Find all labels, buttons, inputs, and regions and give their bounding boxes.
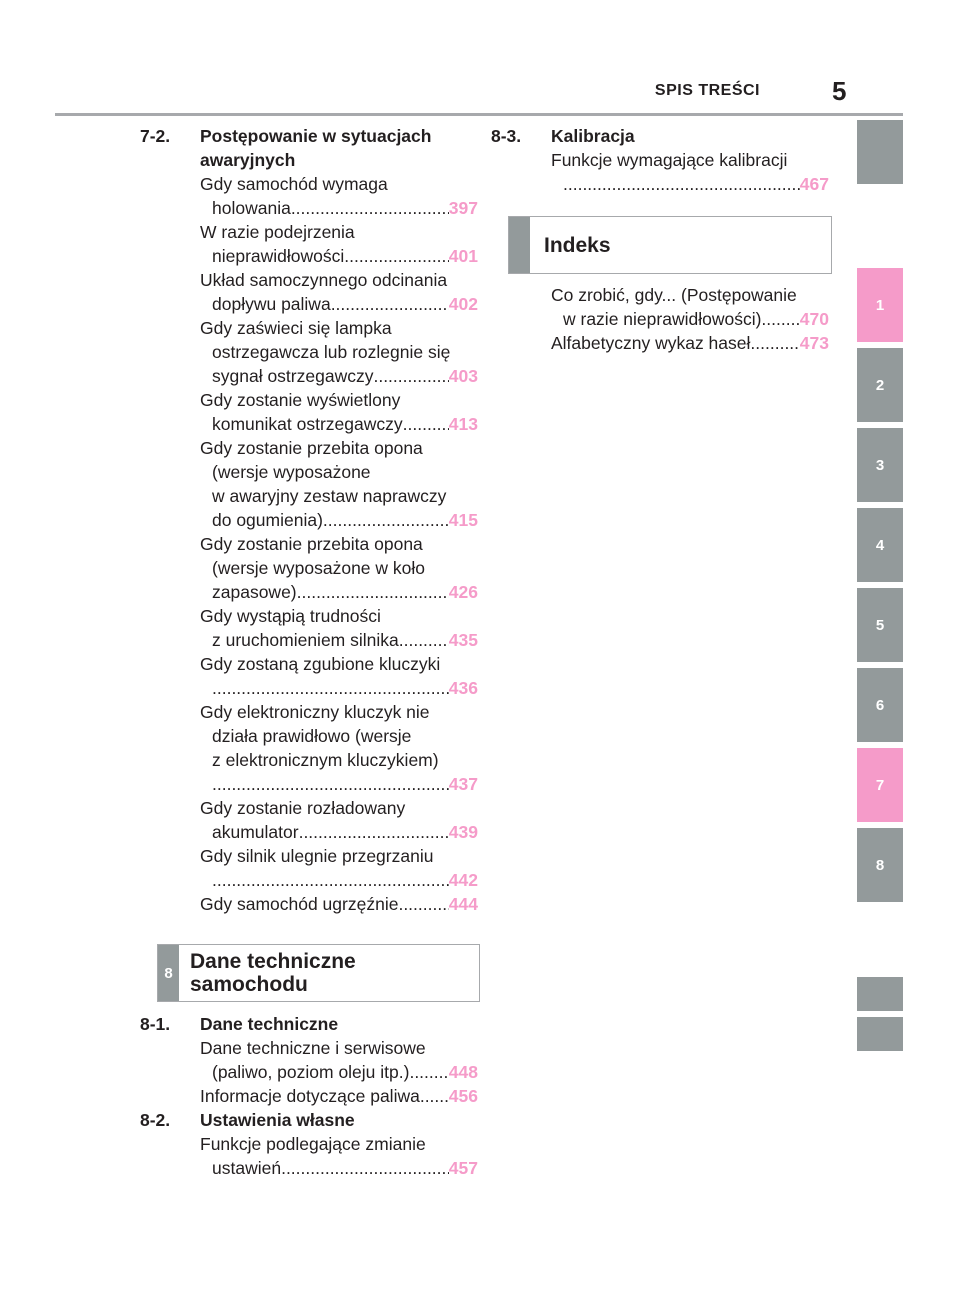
page-ref[interactable]: 470 [799, 309, 829, 329]
page-number: 5 [832, 76, 847, 106]
leader-dots [563, 172, 800, 196]
leader-dots [399, 628, 449, 652]
entry-text: ostrzegawcza lub rozlegnie się [212, 342, 451, 362]
toc-entry[interactable] [200, 796, 478, 844]
page-ref[interactable]: 426 [448, 582, 478, 602]
index-box[interactable] [508, 216, 832, 274]
page-ref[interactable]: 401 [448, 246, 478, 266]
leader-dots [420, 1084, 449, 1108]
chapter-title-line: samochodu [190, 973, 308, 996]
toc-entry[interactable] [200, 172, 478, 220]
entry-text: Gdy zostaną zgubione kluczyki [200, 654, 441, 674]
entry-text: holowania [212, 198, 291, 218]
entry-text: Gdy zaświeci się lampka [200, 318, 392, 338]
page-ref[interactable]: 403 [448, 366, 478, 386]
entry-text: Gdy elektroniczny kluczyk nie [200, 702, 430, 722]
leader-dots [750, 331, 799, 355]
leader-dots [403, 412, 449, 436]
page-ref[interactable]: 473 [799, 333, 829, 353]
entry-text: w razie nieprawidłowości) [563, 309, 762, 329]
entry-text: (wersje wyposażone w koło [212, 558, 426, 578]
entry-text: działa prawidłowo (wersje [212, 726, 412, 746]
entry-text: nieprawidłowości [212, 246, 345, 266]
page-ref[interactable]: 413 [448, 414, 478, 434]
section-title: Postępowanie w sytuacjach [200, 126, 432, 146]
side-tab-index-b[interactable] [857, 1017, 903, 1051]
entry-text: Co zrobić, gdy... (Postępowanie [551, 285, 797, 305]
page-ref[interactable]: 397 [448, 198, 478, 218]
page-ref[interactable]: 435 [448, 630, 478, 650]
entry-text: do ogumienia) [212, 510, 323, 530]
entry-text: (paliwo, poziom oleju itp.) [212, 1062, 410, 1082]
chapter-number: 8 [158, 945, 179, 1001]
chapter-title-line: Dane techniczne [190, 950, 356, 973]
section-number: 8-2. [140, 1110, 171, 1130]
leader-dots [409, 1060, 448, 1084]
header-rule [55, 113, 903, 116]
toc-entry[interactable] [200, 652, 478, 700]
chapter-8-box[interactable] [157, 944, 480, 1002]
section-number: 8-1. [140, 1014, 171, 1034]
entry-text: z uruchomieniem silnika [212, 630, 399, 650]
toc-entry[interactable] [200, 532, 478, 604]
section-8-1-8-2 [140, 1012, 478, 1180]
page-ref[interactable]: 437 [448, 774, 478, 794]
toc-entry[interactable] [200, 316, 478, 388]
entry-text: zapasowe) [212, 582, 297, 602]
entry-text: Gdy wystąpią trudności [200, 606, 381, 626]
page-ref[interactable]: 402 [448, 294, 478, 314]
leader-dots [212, 868, 449, 892]
page-ref[interactable]: 442 [448, 870, 478, 890]
entry-text: Układ samoczynnego odcinania [200, 270, 448, 290]
toc-entry[interactable] [200, 220, 478, 268]
index-entries [551, 283, 829, 355]
side-tab-2[interactable]: 2 [857, 348, 903, 422]
entry-text: Gdy zostanie przebita opona [200, 534, 423, 554]
entry-text: Gdy samochód wymaga [200, 174, 388, 194]
page-ref[interactable]: 467 [799, 174, 829, 194]
entry-text: Funkcje podlegające zmianie [200, 1134, 426, 1154]
section-heading [140, 1012, 478, 1036]
entry-text: (wersje wyposażone [212, 462, 371, 482]
toc-entry[interactable] [200, 700, 478, 796]
entry-text: Funkcje wymagające kalibracji [551, 150, 788, 170]
toc-entry[interactable] [200, 604, 478, 652]
entry-text: Informacje dotyczące paliwa [200, 1086, 420, 1106]
leader-dots [212, 676, 449, 700]
section-title: Ustawienia własne [200, 1110, 355, 1130]
leader-dots [297, 580, 449, 604]
leader-dots [323, 508, 449, 532]
chapter-title [179, 945, 356, 1001]
entry-text: akumulator [212, 822, 299, 842]
page-ref[interactable]: 415 [448, 510, 478, 530]
entry-text: z elektronicznym kluczykiem) [212, 750, 439, 770]
toc-entry[interactable] [200, 388, 478, 436]
entry-text: Gdy zostanie rozładowany [200, 798, 406, 818]
toc-entry[interactable] [200, 844, 478, 892]
entry-text: Gdy zostanie przebita opona [200, 438, 423, 458]
page-ref[interactable]: 444 [448, 894, 478, 914]
entry-text: ustawień [212, 1158, 282, 1178]
section-heading [140, 124, 478, 148]
side-tab-1[interactable]: 1 [857, 268, 903, 342]
index-title: Indeks [544, 233, 611, 257]
section-8-3 [491, 124, 829, 196]
leader-dots [373, 364, 448, 388]
entry-text: w awaryjny zestaw naprawczy [212, 486, 447, 506]
side-tab-5[interactable]: 5 [857, 588, 903, 662]
page-ref[interactable]: 436 [448, 678, 478, 698]
section-heading [491, 124, 829, 148]
section-title-cont: awaryjnych [200, 150, 296, 170]
toc-entry[interactable] [551, 283, 829, 331]
entry-text: dopływu paliwa [212, 294, 331, 314]
leader-dots [331, 292, 449, 316]
leader-dots [212, 772, 449, 796]
toc-entry[interactable] [200, 268, 478, 316]
entry-text: Gdy silnik ulegnie przegrzaniu [200, 846, 434, 866]
section-number: 8-3. [491, 126, 522, 146]
index-bar [509, 217, 530, 273]
toc-entry[interactable] [551, 331, 829, 355]
side-tab-toc[interactable] [857, 120, 903, 184]
section-title: Kalibracja [551, 126, 635, 146]
entry-text: Dane techniczne i serwisowe [200, 1038, 426, 1058]
toc-entry[interactable] [200, 1084, 478, 1108]
side-tab-7[interactable]: 7 [857, 748, 903, 822]
leader-dots [291, 196, 449, 220]
running-header-title: SPIS TREŚCI [654, 82, 760, 99]
leader-dots [761, 307, 799, 331]
page-ref[interactable]: 448 [448, 1062, 478, 1082]
page-ref[interactable]: 439 [448, 822, 478, 842]
side-tab-3[interactable]: 3 [857, 428, 903, 502]
leader-dots [281, 1156, 449, 1180]
entry-text: Alfabetyczny wykaz haseł [551, 333, 751, 353]
side-tab-8[interactable]: 8 [857, 828, 903, 902]
leader-dots [398, 892, 448, 916]
section-heading [140, 1108, 478, 1132]
toc-entry[interactable] [200, 892, 478, 916]
toc-entry[interactable] [551, 148, 829, 196]
side-tab-index-a[interactable] [857, 977, 903, 1011]
section-title: Dane techniczne [200, 1014, 339, 1034]
entry-text: komunikat ostrzegawczy [212, 414, 403, 434]
toc-entry[interactable] [200, 1132, 478, 1180]
toc-entry[interactable] [200, 1036, 478, 1084]
entry-text: W razie podejrzenia [200, 222, 355, 242]
entry-text: Gdy samochód ugrzęźnie [200, 894, 399, 914]
toc-entry[interactable] [200, 436, 478, 532]
leader-dots [344, 244, 449, 268]
section-7-2 [140, 124, 478, 916]
entry-text: Gdy zostanie wyświetlony [200, 390, 401, 410]
page-ref[interactable]: 457 [448, 1158, 478, 1178]
entry-text: sygnał ostrzegawczy [212, 366, 374, 386]
section-number: 7-2. [140, 126, 171, 146]
page-ref[interactable]: 456 [448, 1086, 478, 1106]
side-tab-4[interactable]: 4 [857, 508, 903, 582]
leader-dots [299, 820, 449, 844]
side-tab-6[interactable]: 6 [857, 668, 903, 742]
